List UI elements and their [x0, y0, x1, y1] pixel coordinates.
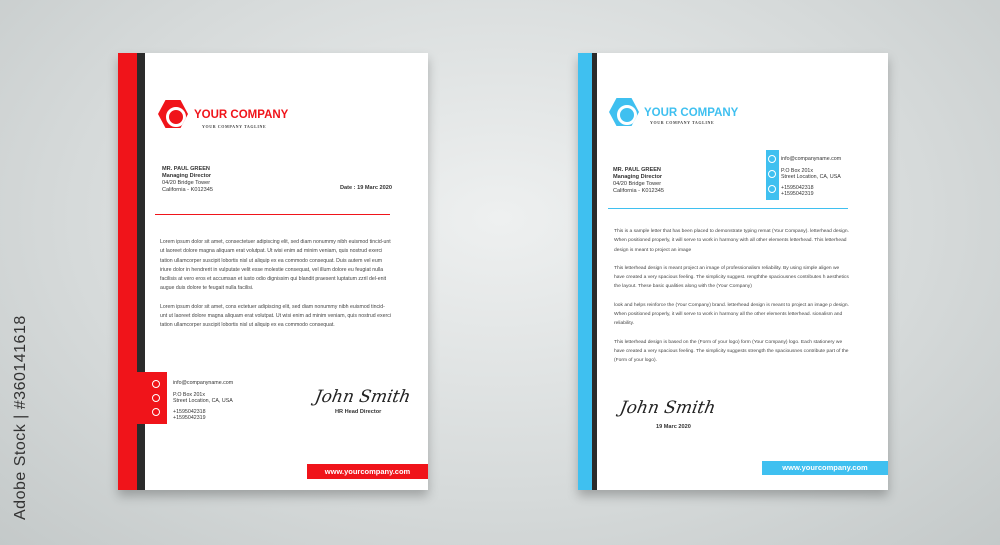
signer-title: HR Head Director [335, 409, 382, 415]
company-tagline: YOUR COMPANY TAGLINE [650, 120, 715, 125]
company-name: YOUR COMPANY [644, 107, 739, 119]
blue-letterhead [578, 53, 888, 490]
contact-address1: P.O Box 201x [173, 391, 205, 398]
email-icon [768, 155, 776, 163]
website-link[interactable]: www.yourcompany.com [762, 461, 888, 475]
company-logo-icon [158, 100, 188, 128]
contact-info [173, 380, 233, 422]
location-icon [152, 394, 160, 402]
contact-phone2: +1595042319 [781, 191, 814, 197]
letter-body [160, 238, 392, 340]
paragraph: Lorem ipsum dolor sit amet, consectetuer adipiscing elit, sed diam nonummy nibh euismod tincid-unt ut laoreet dolore magna aliquam erat volutpat. Ut wisi enim ad minim veniam, quis nostrud exerci tation ullamcorper suscipit lobortis nisl ut aliquip ex ea commodo consequat. Duis autem vel eum iriure dolor in hendrerit in vulputate velit esse molestie consequat, vel illum dolore eu feugiat nulla facilisis at vero eros et accumsan et iusto odio dignissim qui blandit praesent luptatum zzril del-enit augue duis dolore te feugait nulla facilisi. [160, 239, 391, 292]
contact-icon-strip [766, 150, 779, 200]
contact-address1: P.O Box 201x [781, 167, 813, 174]
recipient-address1: 04/20 Bridge Tower [613, 181, 662, 187]
recipient-address1: 04/20 Bridge Tower [162, 180, 211, 186]
recipient-name: MR. PAUL GREEN [162, 166, 210, 172]
recipient-block [162, 166, 213, 194]
recipient-block [613, 167, 664, 195]
paragraph: Lorem ipsum dolor sit amet, cons ectetuer adipiscing elit, sed diam nonummy nibh euismod tincid-unt ut laoreet dolore magna aliquam erat volutpat. Ut wisi enim ad minim veniam, quis nostrud exerci tation ullamcorper suscipit lobortis nisl ut aliquip ex ea commodo consequat. [160, 303, 391, 329]
contact-email: info@companyname.com [173, 380, 234, 386]
signature: John Smith [618, 398, 718, 418]
signature-date: 19 Marc 2020 [656, 424, 691, 430]
phone-icon [152, 408, 160, 416]
contact-info [781, 156, 841, 198]
contact-phone2: +1595042319 [173, 415, 206, 421]
recipient-address2: California - K012345 [162, 187, 213, 193]
paragraph: look and helps reinforce the (Your Company) brand. letterhead design is meant to project an image p design. When positioned properly, it will serve to work in harmony all the other elements letterhead. sionalism and reliability. [614, 302, 849, 327]
letter-body [614, 227, 850, 375]
recipient-title: Managing Director [613, 174, 663, 180]
dark-side-bar [137, 53, 145, 490]
divider [155, 214, 390, 215]
company-name: YOUR COMPANY [194, 109, 289, 121]
contact-address2: Street Location, CA, USA [781, 174, 841, 180]
contact-phone1: +1595042318 [781, 184, 814, 191]
red-side-bar [118, 53, 137, 490]
contact-email: info@companyname.com [781, 156, 842, 162]
company-logo-icon [609, 98, 639, 126]
letter-date: Date : 19 Marc 2020 [340, 185, 392, 191]
divider [608, 208, 848, 209]
recipient-title: Managing Director [162, 173, 212, 179]
contact-address2: Street Location, CA, USA [173, 398, 233, 404]
paragraph: This letterhead design is based on the (Form of your logo) form (Your Company) logo. Each stationery we have created a very spacious feeling. The simplicity suggests strength the spaciousnes contribute part of the (Form of your logo). [614, 339, 849, 364]
red-letterhead [118, 53, 428, 490]
dark-side-bar [592, 53, 597, 490]
paragraph: This letterhead design is meant project an image of professionalism reliability. By using simple aligen we have created a very spacious feeling. The simplicity suggest. rengththe spaciousnes contributes h aesthetics the layout. These basic qualities along with the (Your Company) [614, 265, 849, 290]
stock-watermark: Adobe Stock | #360141618 [12, 315, 29, 520]
blue-side-bar [578, 53, 592, 490]
location-icon [768, 170, 776, 178]
phone-icon [768, 185, 776, 193]
recipient-name: MR. PAUL GREEN [613, 167, 661, 173]
company-tagline: YOUR COMPANY TAGLINE [202, 124, 267, 129]
paragraph: This is a sample letter that has been placed to demonstrate typing remat (Your Company). letterhead design. When positioned properly, it will serve to work in harmony with all other elements letterhead. This letterhead design is meant to project an image [614, 229, 849, 253]
email-icon [152, 380, 160, 388]
contact-phone1: +1595042318 [173, 408, 206, 415]
recipient-address2: California - K012345 [613, 188, 664, 194]
signature: John Smith [313, 387, 413, 407]
contact-icon-panel [137, 372, 167, 424]
website-link[interactable]: www.yourcompany.com [307, 464, 428, 479]
